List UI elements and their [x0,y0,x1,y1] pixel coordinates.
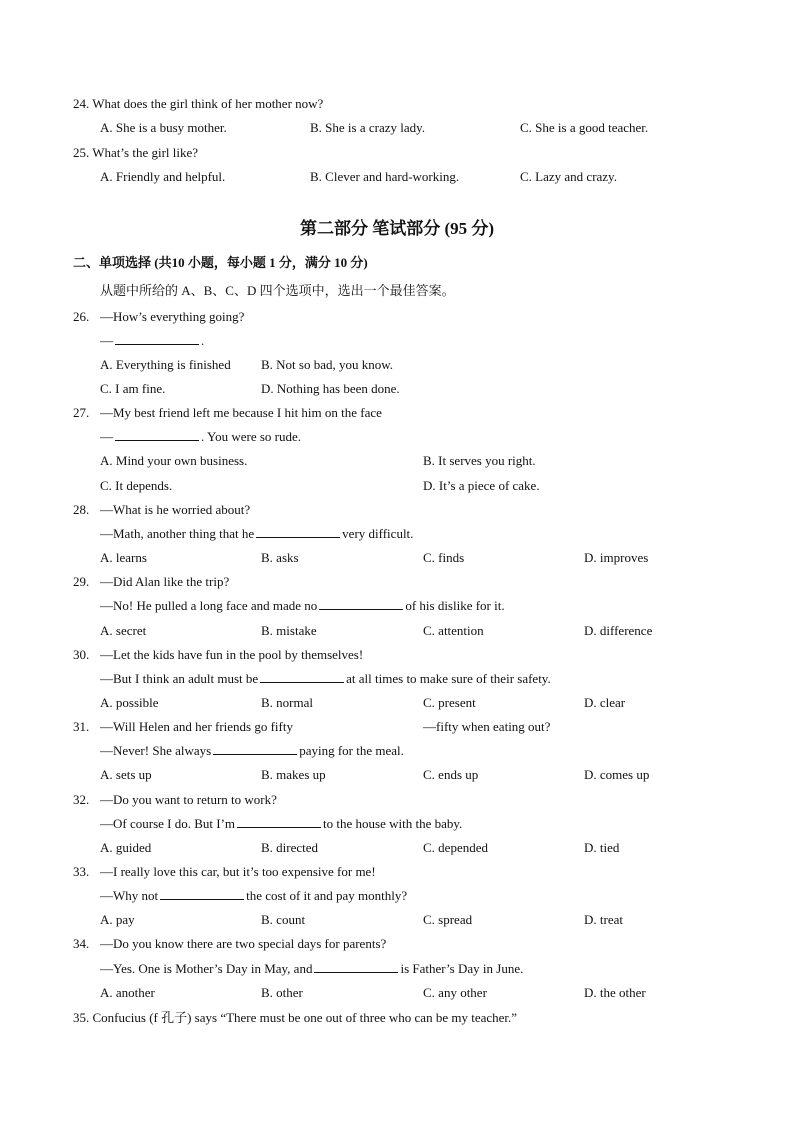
answer-suffix: of his dislike for it. [405,598,505,613]
question-number: 26. [73,309,90,324]
option-d: D. tied [584,840,620,855]
question-number: 32. [73,792,90,807]
answer-prefix: —Never! She always [100,743,212,758]
question-stem: —Do you want to return to work? [100,792,277,807]
option-24-c: C. She is a good teacher. [520,120,649,135]
answer-blank [237,816,321,828]
option-a: A. Mind your own business. [100,453,248,468]
option-d: D. It’s a piece of cake. [423,478,540,493]
answer-suffix: the cost of it and pay monthly? [246,888,408,903]
question-stem: —What is he worried about? [100,502,251,517]
answer-blank [115,429,199,441]
answer-suffix: paying for the meal. [299,743,404,758]
option-25-a: A. Friendly and helpful. [100,169,226,184]
option-c: C. finds [423,550,465,565]
option-d: D. clear [584,695,626,710]
answer-prefix: —But I think an adult must be [100,671,259,686]
option-b: B. asks [261,550,299,565]
answer-line [100,671,551,687]
question-number: 29. [73,574,90,589]
answer-prefix: — [100,429,113,444]
answer-line [100,429,301,445]
answer-blank [160,888,244,900]
answer-suffix: at all times to make sure of their safety. [346,671,551,686]
question-stem: —Do you know there are two special days for parents? [100,936,387,951]
option-a: A. pay [100,912,135,927]
option-b: B. makes up [261,767,326,782]
answer-prefix: — [100,333,113,348]
answer-line [100,961,523,977]
option-b: B. count [261,912,306,927]
option-a: A. guided [100,840,152,855]
option-a: A. possible [100,695,159,710]
question-number: 28. [73,502,90,517]
answer-prefix: —No! He pulled a long face and made no [100,598,318,613]
option-a: A. sets up [100,767,152,782]
question-35: 35. Confucius (f 孔子) says “There must be one out of three who can be my teacher.” [73,1010,518,1025]
question-number: 31. [73,719,90,734]
answer-suffix: . [201,333,205,348]
option-c: C. depended [423,840,488,855]
option-b: B. normal [261,695,313,710]
option-b: B. mistake [261,623,317,638]
option-a: A. another [100,985,155,1000]
answer-suffix: is Father’s Day in June. [400,961,524,976]
answer-prefix: —Yes. One is Mother’s Day in May, and [100,961,313,976]
answer-prefix: —Of course I do. But I’m [100,816,236,831]
option-c: C. I am fine. [100,381,166,396]
option-b: B. other [261,985,303,1000]
answer-blank [115,333,199,345]
answer-line [100,743,404,759]
answer-line [100,598,505,614]
option-b: B. directed [261,840,319,855]
answer-suffix: very difficult. [342,526,414,541]
question-stem: —How’s everything going? [100,309,245,324]
option-c: C. any other [423,985,487,1000]
answer-blank [319,598,403,610]
option-d: D. the other [584,985,646,1000]
answer-blank [260,671,344,683]
question-stem: —Will Helen and her friends go fifty [100,719,293,734]
question-number: 33. [73,864,90,879]
answer-prefix: —Math, another thing that he [100,526,255,541]
question-stem: —Let the kids have fun in the pool by themselves! [100,647,364,662]
answer-blank [314,961,398,973]
option-c: C. It depends. [100,478,173,493]
answer-suffix: . You were so rude. [201,429,302,444]
answer-blank [256,526,340,538]
option-25-c: C. Lazy and crazy. [520,169,617,184]
answer-line [100,816,462,832]
option-d: D. treat [584,912,623,927]
option-b: B. Not so bad, you know. [261,357,394,372]
option-24-a: A. She is a busy mother. [100,120,227,135]
answer-prefix: —Why not [100,888,159,903]
option-24-b: B. She is a crazy lady. [310,120,426,135]
part-title: 第二部分 笔试部分 (95 分) [299,219,495,238]
answer-line [100,333,204,349]
option-b: B. It serves you right. [423,453,536,468]
option-d: D. improves [584,550,649,565]
question-stem: —Did Alan like the trip? [100,574,230,589]
option-a: A. secret [100,623,147,638]
option-c: C. ends up [423,767,479,782]
question-stem: —I really love this car, but it’s too expensive for me! [100,864,376,879]
answer-line [100,526,413,542]
section-instruction: 从题中所给的 A、B、C、D 四个选项中，选出一个最佳答案。 [100,283,455,298]
option-c: C. present [423,695,476,710]
option-d: D. Nothing has been done. [261,381,400,396]
option-a: A. learns [100,550,147,565]
question-number: 34. [73,936,90,951]
option-d: D. difference [584,623,653,638]
section-heading: 二、单项选择 (共10 小题，每小题 1 分，满分 10 分) [73,255,368,270]
option-a: A. Everything is finished [100,357,231,372]
question-stem: —My best friend left me because I hit him on the face [100,405,382,420]
option-c: C. spread [423,912,473,927]
answer-blank [213,743,297,755]
question-24: 24. What does the girl think of her mother now? [73,96,324,111]
question-stem-continued: —fifty when eating out? [423,719,551,734]
option-c: C. attention [423,623,484,638]
option-d: D. comes up [584,767,650,782]
question-number: 30. [73,647,90,662]
question-25: 25. What’s the girl like? [73,145,199,160]
answer-line [100,888,407,904]
question-number: 27. [73,405,90,420]
answer-suffix: to the house with the baby. [323,816,463,831]
option-25-b: B. Clever and hard-working. [310,169,460,184]
